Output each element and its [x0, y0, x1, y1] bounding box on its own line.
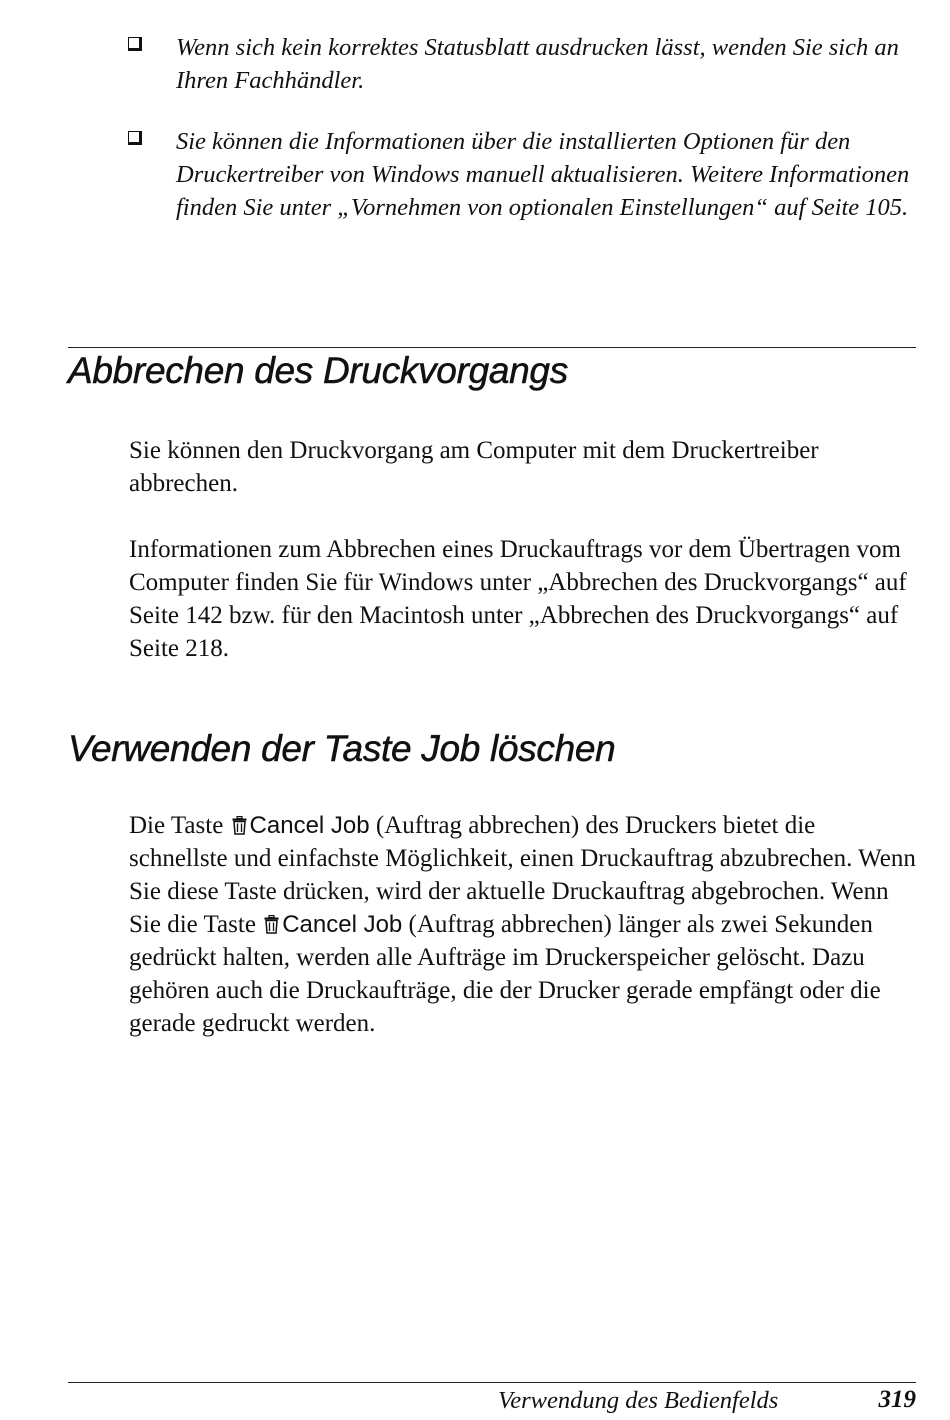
- footer-divider: [68, 1382, 916, 1383]
- trash-icon: [232, 816, 247, 835]
- checkbox-bullet-icon: [128, 37, 142, 51]
- section-heading-abbrechen: Abbrechen des Druckvorgangs: [68, 350, 568, 391]
- section-heading-taste: Verwenden der Taste Job löschen: [68, 728, 616, 769]
- paragraph-cancel-job: [129, 809, 919, 1040]
- section-divider: [68, 347, 916, 348]
- paragraph-text: Die Taste: [129, 812, 224, 839]
- page-number: 319: [878, 1386, 916, 1413]
- paragraph: Sie können den Druckvorgang am Computer mit dem Druckertreiber abbrechen.: [129, 437, 819, 497]
- cancel-job-key-label: Cancel Job: [282, 911, 403, 938]
- paragraph-text: (Auftrag abbrechen) länger als zwei Sekunden gedrückt halten, werden alle Aufträge im Druckerspeicher gelöscht. Dazu gehören auch die Druckaufträge, die der Drucker gerade empfängt oder die gerade gedruckt werden.: [129, 911, 881, 1037]
- footer-title: Verwendung des Bedienfelds: [498, 1387, 779, 1414]
- trash-icon: [264, 915, 279, 934]
- paragraph-text: (Auftrag abbrechen) des Druckers bietet die schnellste und einfachste Möglichkeit, einen Druckauftrag abzubrechen. Wenn Sie diese Taste drücken, wird der aktuelle Druckauftrag abgebrochen. Wenn Sie die Taste: [129, 812, 916, 938]
- bullet-text: Sie können die Informationen über die installierten Optionen für den Druckertreiber von Windows manuell aktualisieren. Weitere Informationen finden Sie unter „Vornehmen von optionalen Einstellungen“ auf Seite 105.: [176, 128, 910, 221]
- checkbox-bullet-icon: [128, 131, 142, 145]
- cancel-job-key-label: Cancel Job: [249, 812, 370, 839]
- paragraph: Informationen zum Abbrechen eines Druckauftrags vor dem Übertragen vom Computer finden Sie für Windows unter „Abbrechen des Druckvorgangs“ auf Seite 142 bzw. für den Macintosh unter „Abbrechen des Druckvorgangs“ auf Seite 218.: [129, 536, 907, 662]
- bullet-text: Wenn sich kein korrektes Statusblatt ausdrucken lässt, wenden Sie sich an Ihren Fachhändler.: [176, 34, 899, 94]
